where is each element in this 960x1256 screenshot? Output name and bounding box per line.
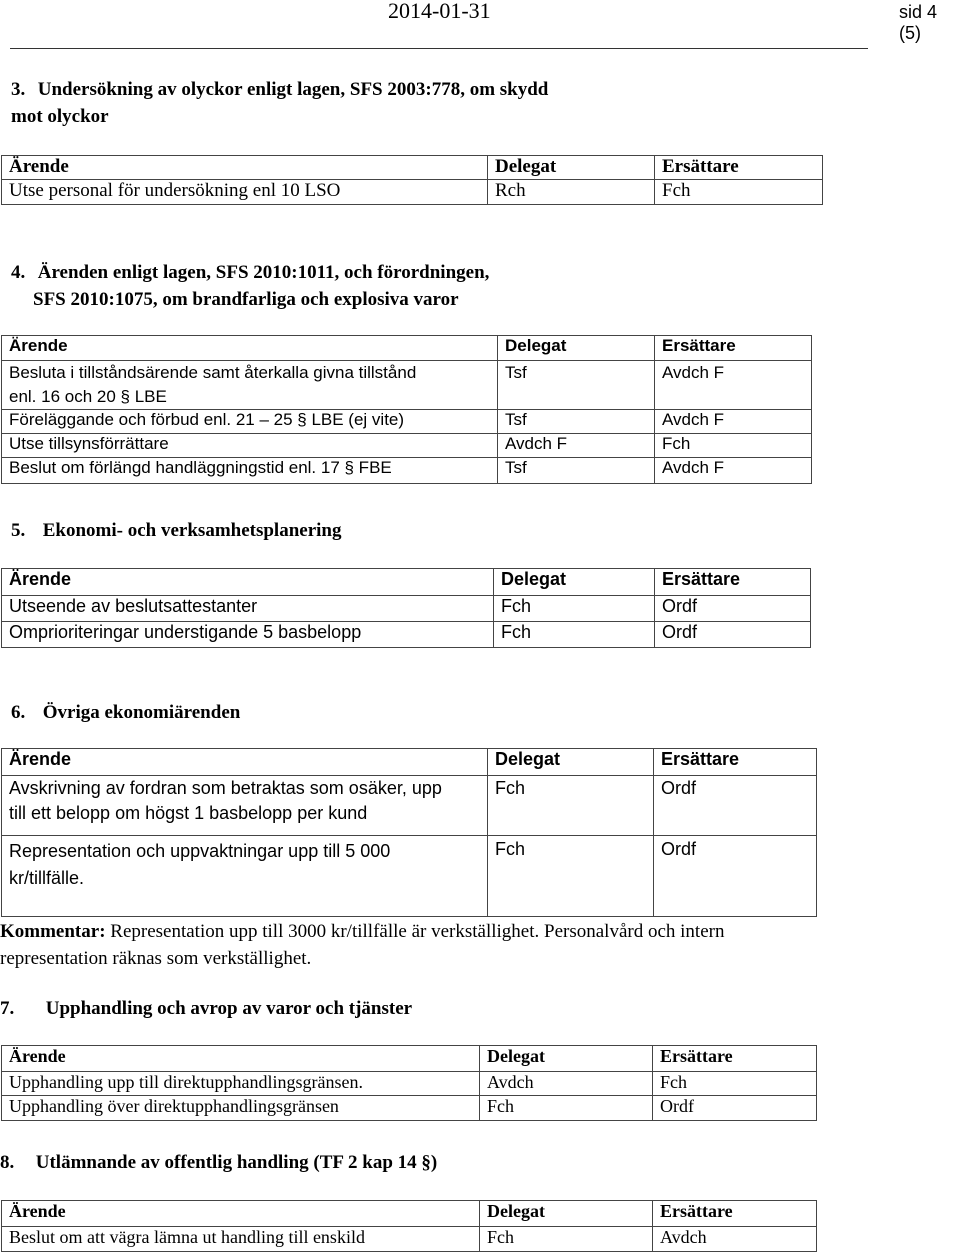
table-header-row: [2, 749, 817, 776]
cell-arende: Omprioriteringar understigande 5 basbelopp: [2, 622, 494, 648]
section-7-table: [1, 1045, 817, 1121]
section-number: 7.: [0, 998, 15, 1019]
cell-arende: Utse tillsynsförrättare: [2, 434, 498, 458]
cell-delegat: Fch: [480, 1227, 653, 1252]
table-row: [2, 361, 812, 410]
table-row: [2, 1227, 817, 1252]
cell-ersattare: Avdch F: [655, 458, 812, 484]
cell-arende: [2, 836, 488, 917]
table-row: [2, 458, 812, 484]
comment-paragraph: [0, 918, 950, 972]
table-row: [2, 596, 811, 622]
cell-ersattare: Fch: [653, 1072, 817, 1096]
section-title-line1: Ärenden enligt lagen, SFS 2010:1011, och förordningen,: [37, 262, 490, 283]
section-3-table: [1, 155, 823, 205]
section-title-line1: Utlämnande av offentlig handling (TF 2 kap 14 §): [35, 1152, 438, 1173]
cell-ersattare: Ordf: [655, 622, 811, 648]
section-title-line1: Upphandling och avrop av varor och tjänster: [45, 998, 413, 1019]
section-number: 8.: [0, 1152, 15, 1173]
table-row: [2, 836, 817, 917]
section-8-table: [1, 1200, 817, 1252]
comment-text-line1: Representation upp till 3000 kr/tillfälle är verkställighet. Personalvård och intern: [105, 921, 725, 942]
cell-text-line2: till ett belopp om högst 1 basbelopp per kund: [9, 803, 368, 823]
table-row: [2, 434, 812, 458]
cell-delegat: Rch: [488, 180, 655, 205]
table-row: [2, 776, 817, 836]
table-row: [2, 1096, 817, 1121]
cell-arende: [2, 361, 498, 410]
cell-ersattare: Avdch F: [655, 361, 812, 410]
table-row: [2, 622, 811, 648]
cell-ersattare: Ordf: [654, 776, 817, 836]
cell-delegat: Tsf: [498, 410, 655, 434]
section-number: 3.: [11, 79, 26, 100]
col-arende: Ärende: [2, 336, 498, 361]
col-ersattare: Ersättare: [654, 749, 817, 776]
cell-arende: Utseende av beslutsattestanter: [2, 596, 494, 622]
cell-delegat: Tsf: [498, 458, 655, 484]
col-ersattare: Ersättare: [655, 569, 811, 596]
cell-text-line2: enl. 16 och 20 § LBE: [9, 387, 167, 406]
section-6-heading: [11, 699, 240, 726]
document-date: 2014-01-31: [388, 0, 491, 23]
table-header-row: [2, 569, 811, 596]
header-divider: [10, 48, 868, 49]
section-number: 5.: [11, 520, 26, 541]
comment-label: Kommentar:: [0, 921, 106, 942]
col-delegat: Delegat: [498, 336, 655, 361]
comment-text-line2: representation räknas som verkställighet.: [0, 948, 312, 969]
table-header-row: [2, 156, 823, 180]
col-ersattare: Ersättare: [655, 156, 823, 180]
cell-ersattare: Avdch: [653, 1227, 817, 1252]
cell-arende: Upphandling upp till direktupphandlingsgränsen.: [2, 1072, 480, 1096]
cell-delegat: Avdch: [480, 1072, 653, 1096]
cell-ersattare: Fch: [655, 434, 812, 458]
page-number: sid 4 (5): [899, 2, 938, 43]
cell-arende: Utse personal för undersökning enl 10 LSO: [2, 180, 488, 205]
section-4-table: [1, 335, 812, 484]
cell-text-line1: Avskrivning av fordran som betraktas som osäker, upp: [9, 778, 442, 798]
section-title-line1: Undersökning av olyckor enligt lagen, SFS 2003:778, om skydd: [37, 79, 549, 100]
section-5-heading: [11, 517, 342, 544]
section-8-heading: [0, 1149, 437, 1176]
cell-ersattare: Ordf: [653, 1096, 817, 1121]
table-row: [2, 180, 823, 205]
table-header-row: [2, 1201, 817, 1227]
cell-text-line2: kr/tillfälle.: [9, 868, 85, 888]
cell-ersattare: Avdch F: [655, 410, 812, 434]
section-3-heading: [11, 76, 548, 130]
cell-delegat: Fch: [494, 596, 655, 622]
col-delegat: Delegat: [488, 749, 654, 776]
section-number: 6.: [11, 702, 26, 723]
col-arende: Ärende: [2, 1046, 480, 1072]
section-5-table: [1, 568, 811, 648]
section-4-heading: [11, 259, 489, 313]
col-arende: Ärende: [2, 749, 488, 776]
section-title-line2: SFS 2010:1075, om brandfarliga och explosiva varor: [33, 289, 459, 310]
section-number: 4.: [11, 262, 26, 283]
cell-arende: Beslut om att vägra lämna ut handling till enskild: [2, 1227, 480, 1252]
section-7-heading: [0, 995, 412, 1022]
col-arende: Ärende: [2, 156, 488, 180]
col-ersattare: Ersättare: [653, 1201, 817, 1227]
col-delegat: Delegat: [480, 1201, 653, 1227]
cell-arende: [2, 776, 488, 836]
cell-delegat: Fch: [480, 1096, 653, 1121]
table-row: [2, 1072, 817, 1096]
cell-delegat: Fch: [488, 836, 654, 917]
col-ersattare: Ersättare: [655, 336, 812, 361]
cell-arende: Upphandling över direktupphandlingsgränsen: [2, 1096, 480, 1121]
table-header-row: [2, 336, 812, 361]
col-delegat: Delegat: [494, 569, 655, 596]
table-header-row: [2, 1046, 817, 1072]
col-delegat: Delegat: [488, 156, 655, 180]
cell-delegat: Avdch F: [498, 434, 655, 458]
cell-delegat: Tsf: [498, 361, 655, 410]
cell-text-line1: Representation och uppvaktningar upp till 5 000: [9, 841, 391, 861]
col-arende: Ärende: [2, 569, 494, 596]
col-arende: Ärende: [2, 1201, 480, 1227]
cell-arende: Beslut om förlängd handläggningstid enl. 17 § FBE: [2, 458, 498, 484]
cell-ersattare: Ordf: [654, 836, 817, 917]
section-6-table: [1, 748, 817, 917]
cell-delegat: Fch: [494, 622, 655, 648]
cell-delegat: Fch: [488, 776, 654, 836]
cell-ersattare: Ordf: [655, 596, 811, 622]
col-ersattare: Ersättare: [653, 1046, 817, 1072]
cell-text-line1: Besluta i tillståndsärende samt återkalla givna tillstånd: [9, 363, 417, 382]
table-row: [2, 410, 812, 434]
col-delegat: Delegat: [480, 1046, 653, 1072]
cell-ersattare: Fch: [655, 180, 823, 205]
section-title-line2: mot olyckor: [11, 106, 109, 127]
section-title-line1: Ekonomi- och verksamhetsplanering: [42, 520, 342, 541]
cell-arende: Föreläggande och förbud enl. 21 – 25 § LBE (ej vite): [2, 410, 498, 434]
section-title-line1: Övriga ekonomiärenden: [42, 702, 241, 723]
